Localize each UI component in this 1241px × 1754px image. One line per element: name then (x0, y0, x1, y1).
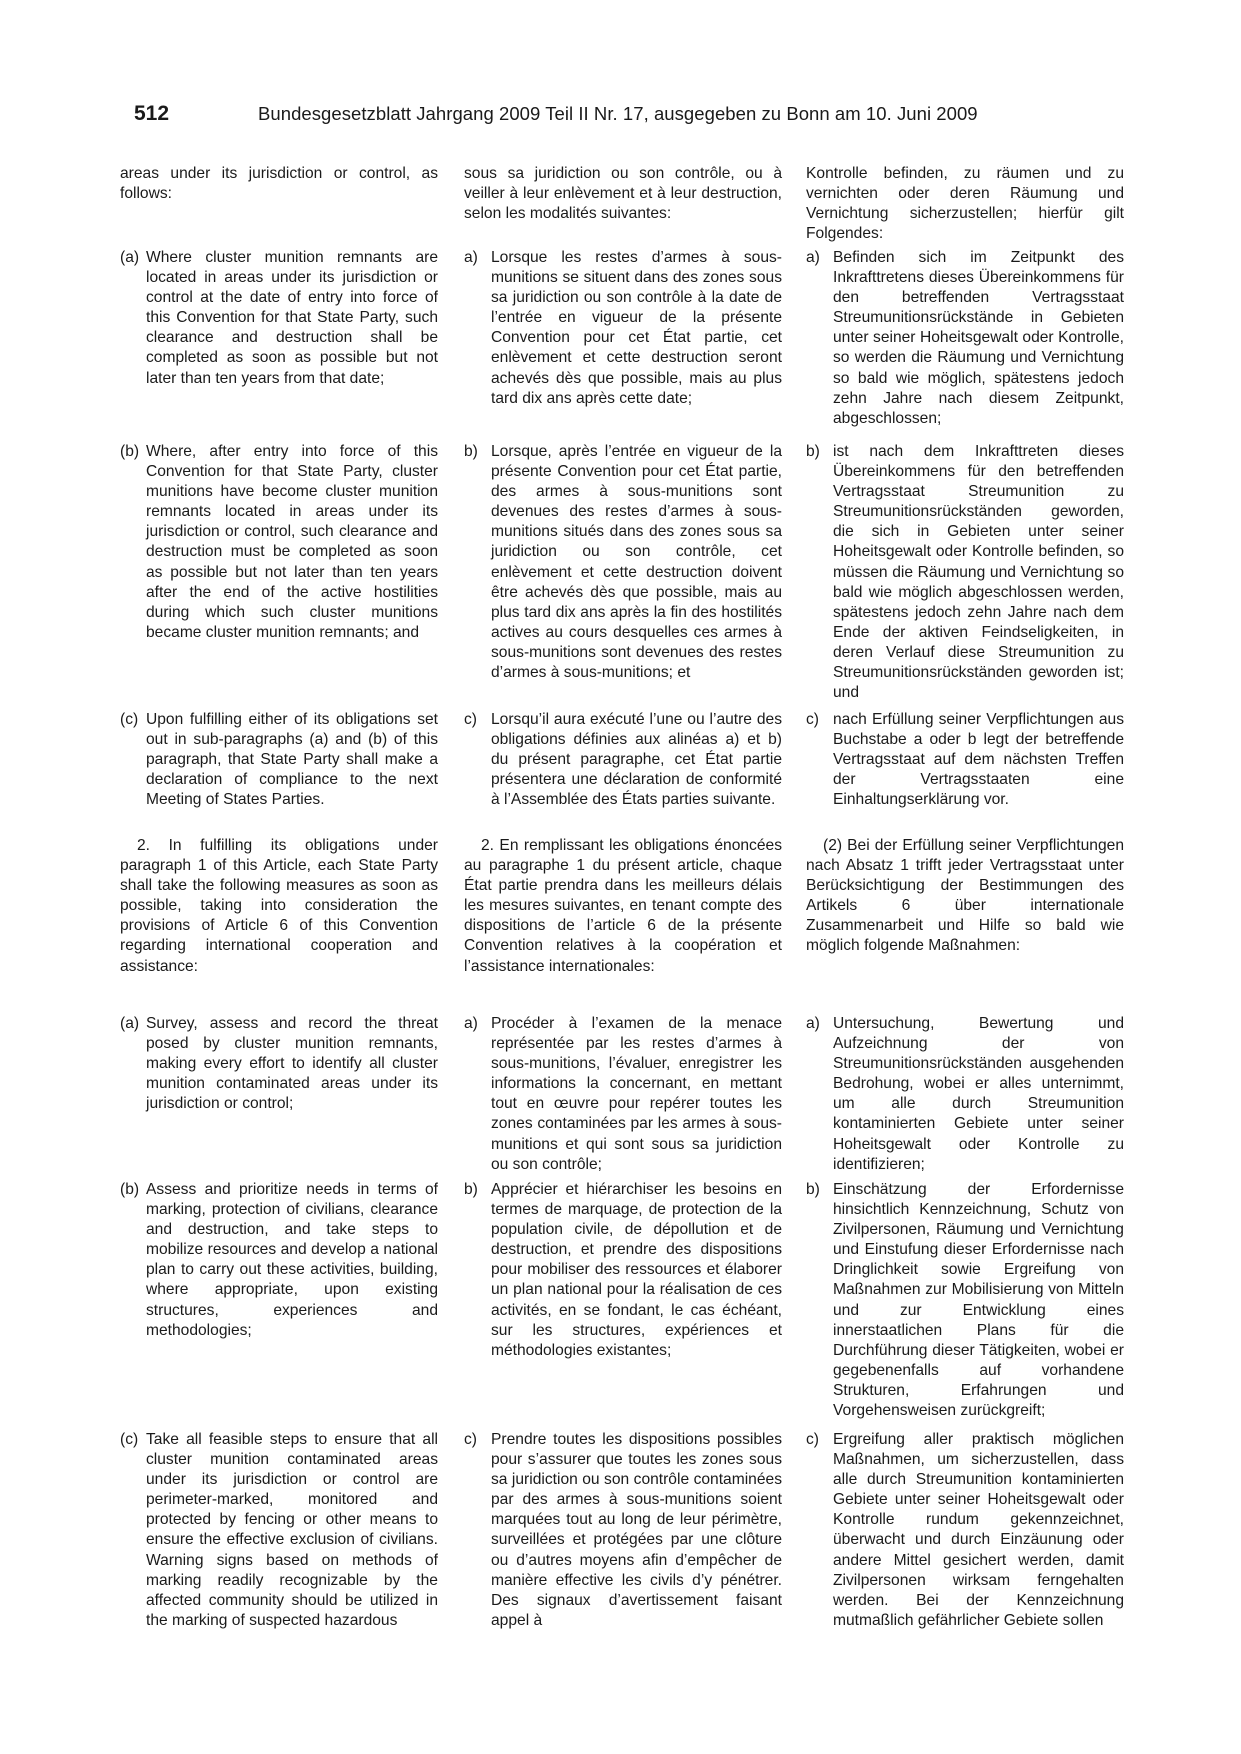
de-para2-item-a (806, 1014, 1124, 1175)
item-text: ist nach dem Inkrafttreten dieses Übereinkommens für den betreffenden Vertragsstaat Streumunition zu Streumunitionsrückständen geworden, die sich in Gebieten unter seiner Hoheitsgewalt oder Kontrolle befinden, so müssen die Räumung und Vernichtung so bald wie möglich abgeschlossen werden, spätestens jedoch zehn Jahre nach dem Ende der aktiven Feindseligkeiten, in deren Verlauf diese Streumunition zu Streumunitionsrückständen geworden ist; und (833, 443, 1124, 702)
de-para1-item-b (806, 442, 1124, 703)
page-header (0, 102, 1241, 132)
en-intro: areas under its jurisdiction or control, as follows: (120, 165, 438, 203)
item-text: Lorsque, après l’entrée en vigueur de la présente Convention pour cet État partie, des armes à sous-munitions sont devenues des restes d’armes à sous-munitions situés dans des zones sous sa juridiction ou son contrôle, cet enlèvement et cette destruction doivent être achevés dès que possible, mais au plus tard dix ans après la fin des hostilités actives au cours desquelles ces armes à sous-munitions sont devenues des restes d’armes à sous-munitions; et (491, 443, 782, 682)
item-label: (a) (120, 249, 140, 266)
en-para2-item-c (120, 1430, 438, 1631)
page-number: 512 (134, 102, 170, 125)
item-text: Take all feasible steps to ensure that all cluster munition contaminated areas under its jurisdiction or control are perimeter-marked, monitored and protected by fencing or other means to ensure the effective exclusion of civilians. Warning signs based on methods of marking readily recognizable by the affected community should be utilized in the marking of suspected hazardous (146, 1431, 438, 1629)
de-para2-item-c (806, 1430, 1124, 1631)
fr-para2-item-c (464, 1430, 782, 1631)
item-text: Assess and prioritize needs in terms of marking, protection of civilians, clearance and destruction, and take steps to mobilize resources and develop a national plan to carry out these activities, building, where appropriate, upon existing structures, experiences and methodologies; (146, 1181, 438, 1339)
item-label: c) (464, 711, 477, 728)
fr-para1-item-c (464, 710, 782, 810)
de-intro: Kontrolle befinden, zu räumen und zu vernichten oder deren Räumung und Vernichtung sicherzustellen; hierfür gilt Folgendes: (806, 165, 1124, 243)
item-text: Apprécier et hiérarchiser les besoins en termes de marquage, de protection de la population civile, de dépollution et de destruction, et prendre des dispositions pour mobiliser des ressources et élaborer un plan national pour la réalisation de ces activités, en se fondant, le cas échéant, sur les structures, expériences et méthodologies existantes; (491, 1181, 782, 1359)
en-para1-item-a (120, 248, 438, 389)
item-label: a) (464, 1015, 478, 1032)
de-para1-item-a (806, 248, 1124, 429)
de-para1-item-c (806, 710, 1124, 810)
item-label: c) (464, 1431, 477, 1448)
en-para1-item-b (120, 442, 438, 643)
running-head: Bundesgesetzblatt Jahrgang 2009 Teil II Nr. 17, ausgegeben zu Bonn am 10. Juni 2009 (258, 103, 978, 124)
item-text: Where, after entry into force of this Convention for that State Party, cluster munitions have become cluster munition remnants located in areas under its jurisdiction or control, such clearance and destruction must be completed as soon as possible but not later than ten years after the end of the active hostilities during which such cluster munitions became cluster munition remnants; and (146, 443, 438, 641)
de-paragraph-2: (2) Bei der Erfüllung seiner Verpflichtungen nach Absatz 1 trifft jeder Vertragsstaat unter Berücksichtigung der Bestimmungen des Artikels 6 über internationale Zusammenarbeit und Hilfe so bald wie möglich folgende Maßnahmen: (806, 837, 1124, 955)
item-label: (c) (120, 711, 139, 728)
item-text: Where cluster munition remnants are located in areas under its jurisdiction or control at the date of entry into force of this Convention for that State Party, such clearance and destruction shall be completed as soon as possible but not later than ten years from that date; (146, 249, 438, 387)
item-text: Befinden sich im Zeitpunkt des Inkrafttretens dieses Übereinkommens für den betreffenden Vertragsstaat Streumunitionsrückstände in Gebieten unter seiner Hoheitsgewalt oder Kontrolle, so werden die Räumung und Vernichtung so bald wie möglich, spätestens jedoch zehn Jahre nach diesem Zeitpunkt, abgeschlossen; (833, 249, 1124, 427)
fr-para1-item-b (464, 442, 782, 683)
fr-para1-item-a (464, 248, 782, 409)
item-label: (b) (120, 1181, 140, 1198)
de-para2-item-b (806, 1180, 1124, 1421)
item-text: Survey, assess and record the threat posed by cluster munition remnants, making every effort to identify all cluster munition contaminated areas under its jurisdiction or control; (146, 1015, 438, 1113)
en-para1-item-c (120, 710, 438, 810)
item-label: b) (806, 1181, 820, 1198)
en-para2-item-b (120, 1180, 438, 1341)
item-label: a) (464, 249, 478, 266)
fr-para2-item-a (464, 1014, 782, 1175)
item-text: Lorsque les restes d’armes à sous-munitions se situent dans des zones sous sa juridiction ou son contrôle à la date de l’entrée en vigueur de la présente Convention pour cet État partie, cet enlèvement et cette destruction seront achevés dès que possible, mais au plus tard dix ans après cette date; (491, 249, 782, 407)
item-label: c) (806, 711, 819, 728)
en-para2-item-a (120, 1014, 438, 1114)
item-label: (a) (120, 1015, 140, 1032)
item-label: (c) (120, 1431, 139, 1448)
item-text: Untersuchung, Bewertung und Aufzeichnung der von Streumunitionsrückständen ausgehenden Bedrohung, wobei er alles unternimmt, um alle durch Streumunition kontaminierten Gebiete unter seiner Hoheitsgewalt oder Kontrolle zu identifizieren; (833, 1015, 1124, 1173)
item-label: b) (464, 443, 478, 460)
en-paragraph-2: 2. In fulfilling its obligations under paragraph 1 of this Article, each State Party shall take the following measures as soon as possible, taking into consideration the provisions of Article 6 of this Convention regarding international cooperation and assistance: (120, 837, 438, 975)
item-text: nach Erfüllung seiner Verpflichtungen aus Buchstabe a oder b legt der betreffende Vertragsstaat auf dem nächsten Treffen der Vertragsstaaten eine Einhaltungserklärung vor. (833, 711, 1124, 809)
item-label: b) (464, 1181, 478, 1198)
item-label: a) (806, 249, 820, 266)
item-text: Upon fulfilling either of its obligations set out in sub-paragraphs (a) and (b) of this paragraph, that State Party shall make a declaration of compliance to the next Meeting of States Parties. (146, 711, 438, 809)
item-text: Einschätzung der Erfordernisse hinsichtlich Kennzeichnung, Schutz von Zivilpersonen, Räumung und Vernichtung und Einstufung dieser Erfordernisse nach Dringlichkeit sowie Ergreifung von Maßnahmen zur Mobilisierung von Mitteln und zur Entwicklung eines innerstaatlichen Plans für die Durchführung dieser Tätigkeiten, wobei er gegebenenfalls auf vorhandene Strukturen, Erfahrungen und Vorgehensweisen zurückgreift; (833, 1181, 1124, 1420)
item-label: b) (806, 443, 820, 460)
fr-intro: sous sa juridiction ou son contrôle, ou à veiller à leur enlèvement et à leur destruction, selon les modalités suivantes: (464, 165, 782, 223)
item-text: Procéder à l’examen de la menace représentée par les restes d’armes à sous-munitions, l’évaluer, enregistrer les informations la concernant, en mettant tout en œuvre pour repérer toutes les zones contaminées par les armes à sous-munitions et qui sont sous sa juridiction ou son contrôle; (491, 1015, 782, 1173)
item-label: (b) (120, 443, 140, 460)
item-label: a) (806, 1015, 820, 1032)
item-text: Lorsqu’il aura exécuté l’une ou l’autre des obligations définies aux alinéas a) et b) du présent paragraphe, cet État partie présentera une déclaration de conformité à l’Assemblée des États parties suivante. (491, 711, 782, 809)
item-label: c) (806, 1431, 819, 1448)
item-text: Prendre toutes les dispositions possibles pour s’assurer que toutes les zones sous sa juridiction ou son contrôle contaminées par des armes à sous-munitions soient marquées tout au long de leur périmètre, surveillées et protégées par une clôture ou d’autres moyens afin d’empêcher de manière effective les civils d’y pénétrer. Des signaux d’avertissement faisant appel à (491, 1431, 782, 1629)
fr-paragraph-2: 2. En remplissant les obligations énoncées au paragraphe 1 du présent article, chaque État partie prendra dans les meilleurs délais les mesures suivantes, en tenant compte des dispositions de l’article 6 de la présente Convention relatives à la coopération et l’assistance internationales: (464, 837, 782, 975)
item-text: Ergreifung aller praktisch möglichen Maßnahmen, um sicherzustellen, dass alle durch Streumunition kontaminierten Gebiete unter seiner Hoheitsgewalt oder Kontrolle rundum gekennzeichnet, überwacht und durch Einzäunung oder andere Mittel gesichert werden, damit Zivilpersonen wirksam ferngehalten werden. Bei der Kennzeichnung mutmaßlich gefährlicher Gebiete sollen (833, 1431, 1124, 1629)
fr-para2-item-b (464, 1180, 782, 1361)
